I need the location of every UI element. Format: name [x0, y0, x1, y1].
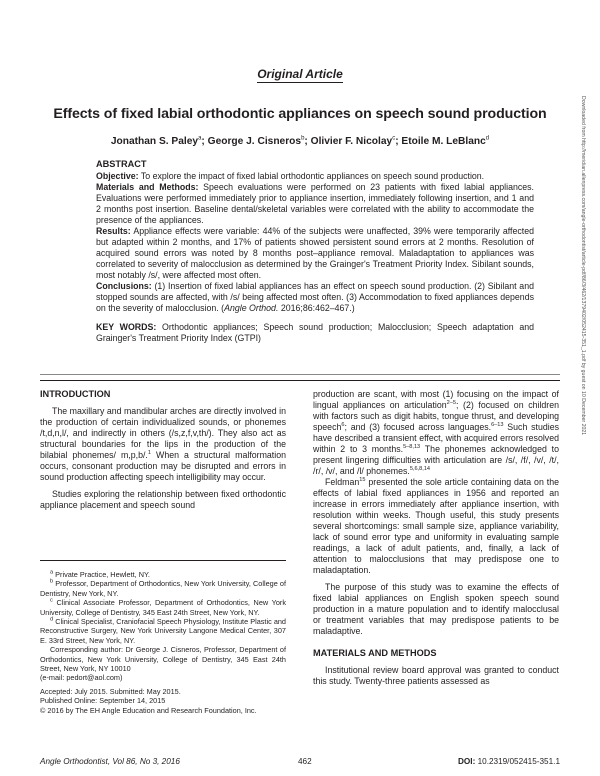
doi-value: 10.2319/052415-351.1 — [475, 757, 560, 766]
objective-label: Objective: — [96, 171, 139, 181]
affiliation-mark: d — [485, 135, 490, 142]
abstract-heading: ABSTRACT — [96, 159, 147, 169]
results-label: Results: — [96, 226, 131, 236]
keywords-label: KEY WORDS: — [96, 322, 157, 332]
affiliation-mark: c — [392, 135, 396, 142]
page-number: 462 — [298, 757, 312, 766]
footnote — [40, 570, 286, 579]
right-column — [313, 389, 559, 687]
methods-heading: MATERIALS AND METHODS — [313, 648, 437, 658]
author-name[interactable]: George J. Cisneros — [207, 136, 302, 147]
objective-text: To explore the impact of fixed labial orthodontic appliances on speech sound production. — [138, 171, 485, 181]
conclusions-label: Conclusions: — [96, 281, 152, 291]
reference-mark[interactable]: 1 — [147, 450, 151, 457]
citation-journal: Angle Orthod. — [224, 303, 279, 313]
reference-mark[interactable]: 2–5 — [446, 400, 456, 407]
footnote-text: Clinical Specialist, Craniofacial Speech Physiology, Institute Plastic and Reconstructive Surgery, New York University Langone Medical Center, 307 E. 33rd Street, New York, NY. — [40, 617, 286, 645]
keywords-text: Orthodontic appliances; Speech sound production; Malocclusion; Speech adaptation and Grainger's Treatment Priority Index (GTPI) — [96, 322, 535, 343]
abstract-methods — [96, 182, 534, 226]
footnote-mark: a — [50, 569, 54, 576]
intro-paragraph — [40, 406, 286, 483]
author-name[interactable]: Etoile M. LeBlanc — [401, 136, 486, 147]
methods-text: Speech evaluations were performed on 23 patients with fixed labial appliances. Evaluations were performed immediately prior to appliance insertion, immediately following insertion, and 1 and 2 months post insertion. Baseline dental/skeletal variables were correlated with the ability to accommodate the presence of the appliances. — [96, 182, 534, 225]
body-text: presented the sole article containing data on the effects of labial fixed appliances in 1956 and reported an increase in errors immediately after appliance insertion, with resolution within weeks. Though useful, this study presents several shortcomings: small sample size, appliance variability, lack of sound error type and uniformity in evaluating sample readings, a lack of adult patients, and, finally, a lack of attention to malocclusions that may predispose one to maladaptation. — [313, 477, 559, 575]
footnote-text: Clinical Associate Professor, Department of Orthodontics, New York University, College of Dentistry, 345 East 24th Street, New York, NY. — [40, 598, 286, 617]
footnote-mark: d — [50, 616, 54, 623]
reference-mark[interactable]: 15 — [359, 477, 366, 484]
doi-label: DOI: — [458, 757, 476, 766]
journal-citation: Angle Orthodontist, Vol 86, No 3, 2016 — [40, 757, 180, 766]
download-side-note — [577, 96, 587, 756]
body-paragraph — [313, 477, 559, 576]
published-date: Published Online: September 14, 2015 — [40, 696, 166, 706]
reference-mark[interactable]: 6 — [341, 422, 345, 429]
intro-text: When a structural malformation occurs, consonant production may be disrupted and errors in sound production affecting speech intelligibility may occur. — [40, 450, 286, 482]
reference-mark[interactable]: 6–13 — [491, 422, 504, 429]
author-list: Jonathan S. Paley$^a$; George J. Cisneros$^b$; Olivier F. Nicolay$^c$; Etoile M. LeBlanc$^d$ — [110, 135, 490, 147]
affiliation-mark: b — [301, 135, 305, 142]
corresponding-author: Corresponding author: Dr George J. Cisneros, Professor, Department of Orthodontics, New York University, College of Dentistry, 345 East 24th Street, New York, NY 10010 — [40, 645, 286, 674]
footnote — [40, 579, 286, 598]
body-paragraph: Institutional review board approval was granted to conduct this study. Twenty-three patients assessed as — [313, 665, 559, 686]
footnote-rule — [40, 560, 286, 561]
footnote-mark: c — [50, 597, 53, 604]
author-email[interactable]: (e-mail: pedort@aol.com) — [40, 673, 123, 683]
methods-label: Materials and Methods: — [96, 182, 199, 192]
abstract-results — [96, 226, 534, 281]
section-label — [0, 67, 600, 81]
download-note-text[interactable]: Downloaded from http://meridian.allenpress.com/angle-orthodontist/article-pdf/86/3/462/1379402/052415-351_1.pdf by guest on 10 December 2021 — [580, 96, 586, 436]
abstract-conclusions — [96, 281, 534, 314]
footnotes — [40, 570, 286, 715]
divider — [40, 374, 560, 375]
body-text: Feldman — [325, 477, 360, 487]
reference-mark[interactable]: 5,6,8,14 — [409, 466, 431, 473]
divider — [40, 380, 560, 381]
body-text: Such studies have described a transient effect, with acquired errors resolved within 2 to 3 months. — [313, 422, 560, 454]
body-paragraph — [313, 389, 559, 477]
abstract — [96, 159, 534, 344]
author-name[interactable]: Olivier F. Nicolay — [310, 136, 393, 147]
section-label-text: Original Article — [257, 67, 343, 81]
footnote-mark: b — [50, 578, 54, 585]
body-text: ; and (3) focused across languages. — [344, 422, 492, 432]
body-text: production are scant, with most (1) focusing on the impact of lingual appliances on articulation — [313, 389, 559, 410]
footnote-text: Private Practice, Hewlett, NY. — [55, 570, 150, 579]
intro-heading: INTRODUCTION — [40, 389, 111, 399]
footnote-text: Professor, Department of Orthodontics, New York University, College of Dentistry, New York, NY. — [40, 579, 286, 598]
affiliation-mark: a — [198, 135, 202, 142]
submission-dates: Accepted: July 2015. Submitted: May 2015. — [40, 686, 181, 696]
intro-paragraph: Studies exploring the relationship between fixed orthodontic appliance placement and speech sound — [40, 489, 286, 510]
article-title: Effects of fixed labial orthodontic appliances on speech sound production — [53, 106, 547, 122]
copyright: © 2016 by The EH Angle Education and Research Foundation, Inc. — [40, 705, 257, 715]
reference-mark[interactable]: 5–8,13 — [403, 444, 421, 451]
left-column — [40, 389, 286, 511]
intro-text: The maxillary and mandibular arches are directly involved in the production of certain individualized sounds, or phonemes /t,d,n,l/, and indirectly in others (/s,z,f,v,th/). They also act as structural boundaries for the lips in the production of the bilabial phonemes/ m,p,b/. — [40, 406, 286, 460]
body-text: The phonemes acknowledged to present lingering difficulties with articulation are /s/, /f/, /v/, /t/, /r/, /v/, and /l/ phonemes. — [313, 444, 559, 476]
citation-rest: 2016;86:462–467.) — [278, 303, 355, 313]
footnote — [40, 598, 286, 617]
author-name[interactable]: Jonathan S. Paley — [110, 136, 199, 147]
footnote — [40, 617, 286, 645]
abstract-objective — [96, 171, 534, 182]
results-text: Appliance effects were variable: 44% of the subjects were unaffected, 39% were temporarily affected but adapted within 2 months, and 17% of patients showed persistent sound errors at 2 months. Resolution of acquired sound errors was noted by 8 months post–appliance removal. Maladaptation to appliances was correlated to severity of malocclusion as determined by the Grainger's Treatment Priority Index. Sibilant sounds, most notably /s/, were affected most often. — [96, 226, 534, 280]
body-paragraph: The purpose of this study was to examine the effects of fixed labial appliances on English spoken speech sound production in a mature population and to identify malocclusal or treatment variables that may predispose patients to be maladaptive. — [313, 582, 559, 636]
doi[interactable] — [458, 757, 560, 766]
body-text: ; (2) focused on children with factors such as digit habits, tongue thrust, and developing speech — [313, 400, 560, 432]
keywords — [96, 322, 534, 344]
conclusions-text: (1) Insertion of fixed labial appliances has an effect on speech sound production. (2) Sibilant and stopped sounds are affected, with /s/ being affected most often. (3) Accommodation to fixed appliances depends on the severity of malocclusion. ( — [96, 281, 534, 313]
